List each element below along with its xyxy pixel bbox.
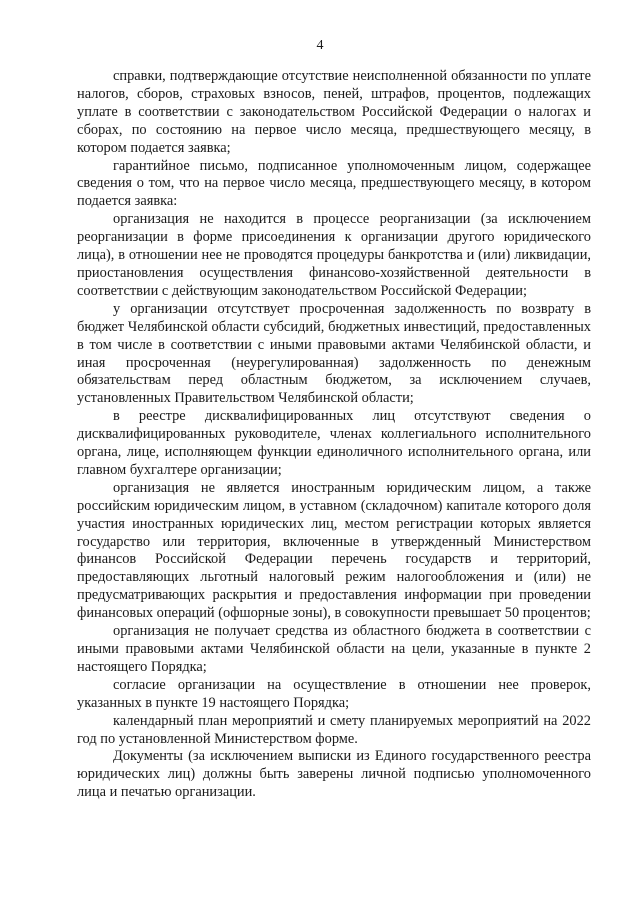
paragraph-no-overdue-debt: у организации отсутствует просроченная задолженность по возврату в бюджет Челябинской области субсидий, бюджетных инвестиций, предоставленных в том числе в соответствии с иными правовыми актами Челябинской области, и иная просроченная (неурегулированная) задолженность по денежным обязательствам перед областным бюджетом, за исключением случаев, установленных Правительством Челябинской области; [77,300,591,407]
paragraph-event-plan: календарный план мероприятий и смету планируемых мероприятий на 2022 год по установленной Министерством форме. [77,712,591,747]
paragraph-no-reorganization: организация не находится в процессе реорганизации (за исключением реорганизации в форме присоединения к организации другого юридического лица), в отношении нее не проводятся процедуры банкротства и (или) ликвидации, приостановления осуществления финансово-хозяйственной деятельности в соответствии с действующим законодательством Российской Федерации; [77,211,591,299]
paragraph-guarantee-letter: гарантийное письмо, подписанное уполномоченным лицом, содержащее сведения о том, что на первое число месяца, предшествующего месяцу, в котором подается заявка: [77,157,591,210]
paragraph-not-foreign-entity: организация не является иностранным юридическим лицом, а также российским юридическим лицом, в уставном (складочном) капитале которого доля участия иностранных юридических лиц, местом регистрации которых является государство или территория, включенные в утвержденный Министерством финансов Российской Федерации перечень государств и территорий, предоставляющих льготный налоговый режим налогообложения и (или) не предусматривающих раскрытия и предоставления информации при проведении финансовых операций (офшорные зоны), в совокупности превышает 50 процентов; [77,479,591,622]
page-number: 4 [316,38,324,53]
document-body [77,68,591,802]
paragraph-certificates: справки, подтверждающие отсутствие неисполненной обязанности по уплате налогов, сборов, страховых взносов, пеней, штрафов, процентов, подлежащих уплате в соответствии с законодательством Российской Федерации о налогах и сборах, по состоянию на первое число месяца, предшествующего месяцу, в котором подается заявка; [77,68,591,156]
paragraph-no-other-funding: организация не получает средства из областного бюджета в соответствии с иными правовыми актами Челябинской области на цели, указанные в пункте 2 настоящего Порядка; [77,623,591,675]
paragraph-disqualified-persons: в реестре дисквалифицированных лиц отсутствуют сведения о дисквалифицированных руководителе, членах коллегиального исполнительного органа, лице, исполняющем функции единоличного исполнительного органа, или главном бухгалтере организации; [77,408,591,478]
paragraph-document-certification: Документы (за исключением выписки из Единого государственного реестра юридических лиц) должны быть заверены личной подписью уполномоченного лица и печатью организации. [77,748,591,801]
paragraph-consent-to-inspections: согласие организации на осуществление в отношении нее проверок, указанных в пункте 19 настоящего Порядка; [77,676,591,711]
